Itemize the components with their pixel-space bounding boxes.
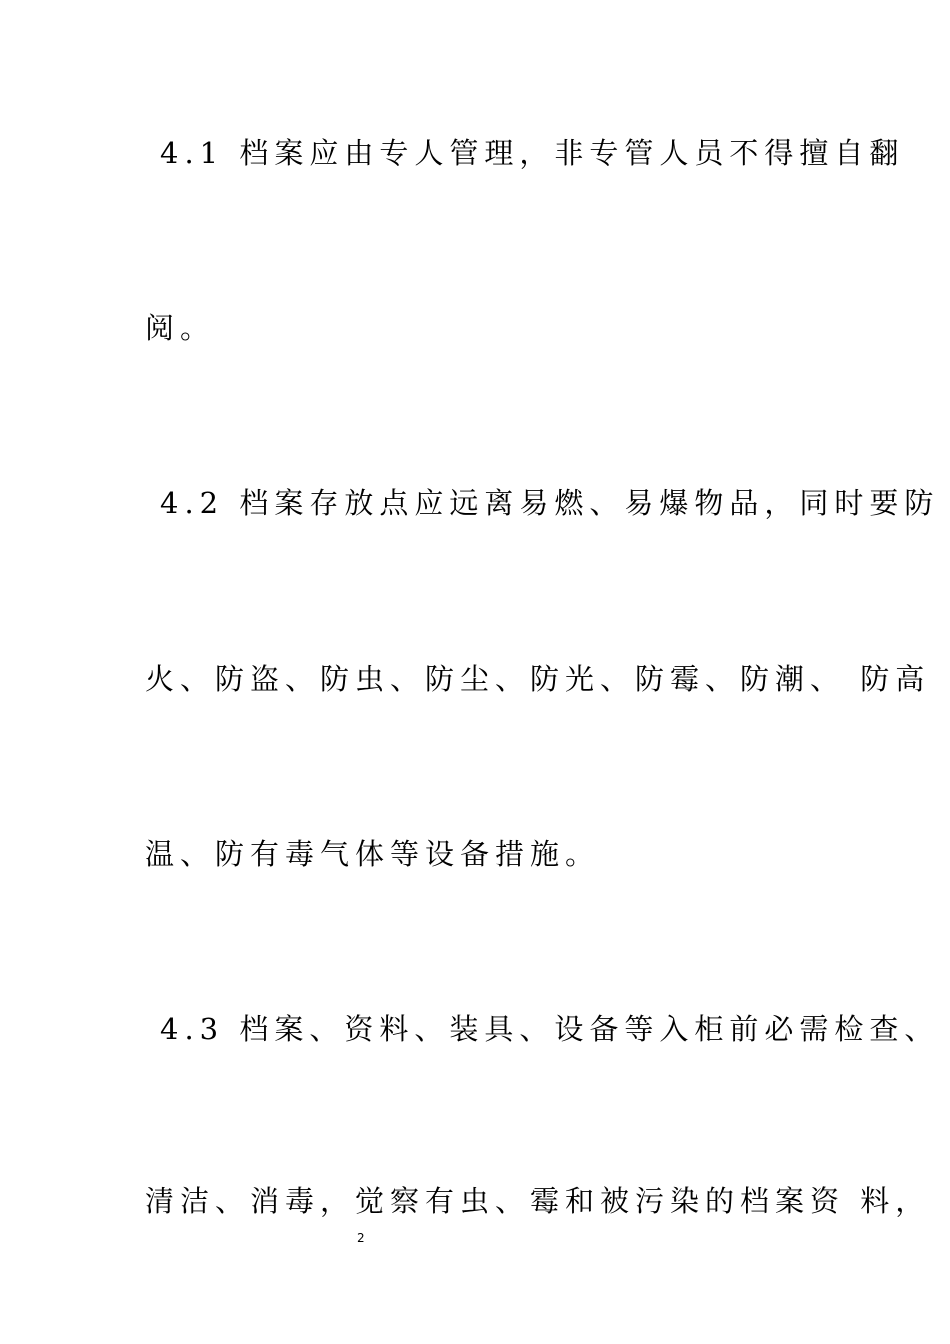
paragraph-4-2-line-2: 火、防盗、防虫、防尘、防光、防霉、防潮、 防高	[145, 662, 931, 696]
paragraph-4-1-line-1: 4.1 档案应由专人管理，非专管人员不得擅自翻	[160, 136, 905, 170]
paragraph-4-3-line-1: 4.3 档案、资料、装具、设备等入柜前必需检查、	[160, 1012, 940, 1046]
paragraph-4-1-line-2: 阅。	[145, 311, 216, 345]
paragraph-4-3-line-2: 清洁、消毒，觉察有虫、霉和被污染的档案资 料，	[145, 1184, 931, 1218]
page-number: 2	[357, 1231, 365, 1245]
paragraph-4-2-line-1: 4.2 档案存放点应远离易燃、易爆物品，同时要防	[160, 486, 940, 520]
paragraph-4-2-line-3: 温、防有毒气体等设备措施。	[145, 837, 601, 871]
